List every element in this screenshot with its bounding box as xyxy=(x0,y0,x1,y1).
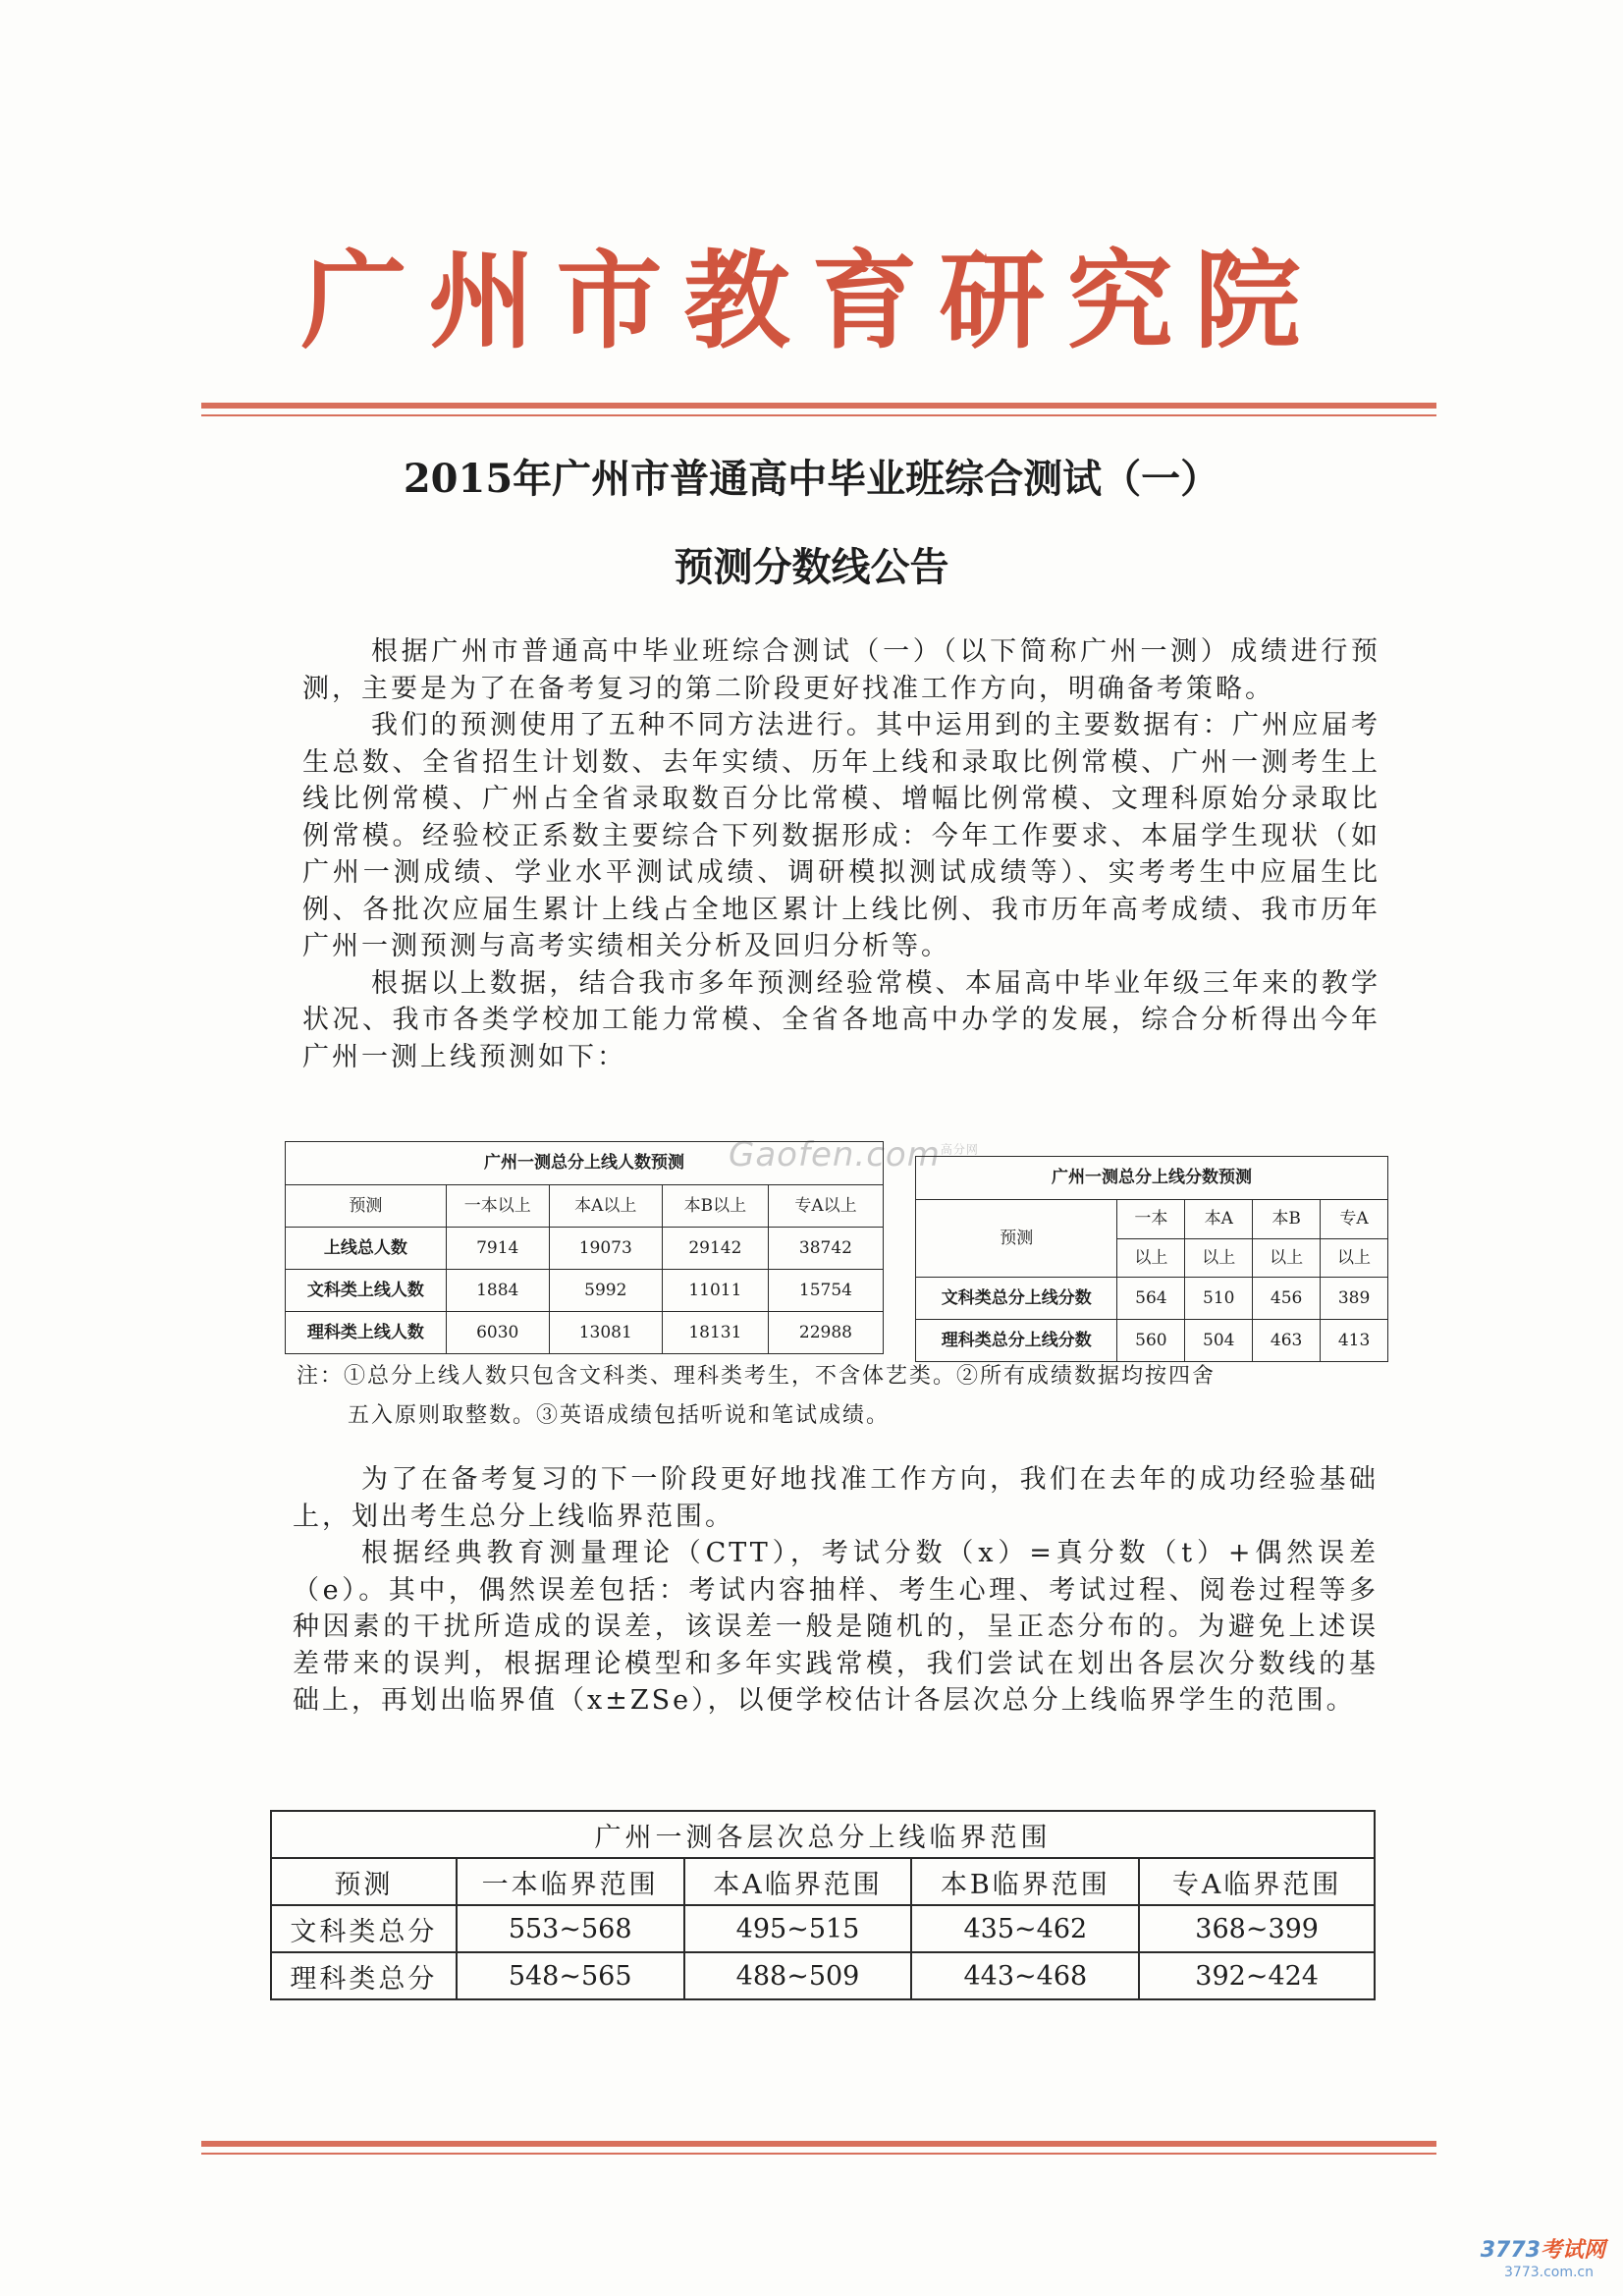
row-label: 文科类上线人数 xyxy=(286,1270,447,1312)
table-note xyxy=(297,1357,1396,1436)
table-row xyxy=(286,1228,884,1270)
data-cell: 6030 xyxy=(446,1312,549,1354)
table-caption: 广州一测总分上线人数预测 xyxy=(286,1142,884,1185)
letterhead-rule-top xyxy=(201,403,1436,409)
data-cell: 15754 xyxy=(768,1270,883,1312)
header-cell-line1: 本A xyxy=(1185,1199,1253,1238)
data-cell: 7914 xyxy=(446,1228,549,1270)
header-cell: 预测 xyxy=(271,1858,457,1905)
header-cell-line1: 本B xyxy=(1253,1199,1321,1238)
letterhead-rule-bottom xyxy=(201,414,1436,416)
header-cell: 本A以上 xyxy=(549,1185,662,1228)
row-label: 理科类总分 xyxy=(271,1952,457,1999)
table-people-forecast xyxy=(285,1141,884,1354)
data-cell: 488~509 xyxy=(684,1952,912,1999)
paragraph-ctt-theory: 根据经典教育测量理论（CTT），考试分数（x）=真分数（t）+偶然误差（e）。其中，偶然误差包括：考试内容抽样、考生心理、考试过程、阅卷过程等多种因素的干扰所造成的误差，该误差一般是随机的，呈正态分布的。为避免上述误差带来的误判，根据理论模型和多年实践常模，我们尝试在划出各层次分数线的基础上，再划出临界值（x±ZSe），以便学校估计各层次总分上线临界学生的范围。 xyxy=(293,1538,1379,1716)
table-row xyxy=(286,1312,884,1354)
header-cell: 专A以上 xyxy=(768,1185,883,1228)
watermark-sup: 高分网 xyxy=(940,1142,979,1157)
data-cell: 548~565 xyxy=(457,1952,684,1999)
table-row xyxy=(271,1905,1375,1952)
site-logo-name: 考试网 xyxy=(1540,2238,1605,2263)
data-cell: 389 xyxy=(1321,1278,1388,1320)
data-cell: 463 xyxy=(1253,1320,1321,1362)
data-cell: 456 xyxy=(1253,1278,1321,1320)
header-cell-line1: 一本 xyxy=(1117,1199,1185,1238)
paragraph-methods: 我们的预测使用了五种不同方法进行。其中运用到的主要数据有：广州应届考生总数、全省招生计划数、去年实绩、历年上线和录取比例常模、广州一测考生上线比例常模、广州占全省录取数百分比常模、增幅比例常模、文理科原始分录取比例常模。经验校正系数主要综合下列数据形成：今年工作要求、本届学生现状（如广州一测成绩、学业水平测试成绩、调研模拟测试成绩等）、实考考生中应届生比例、各批次应届生累计上线占全地区累计上线比例、我市历年高考成绩、我市历年广州一测预测与高考实绩相关分析及回归分析等。 xyxy=(302,710,1380,961)
row-label: 文科类总分上线分数 xyxy=(916,1278,1117,1320)
footer-rule-top xyxy=(201,2141,1436,2147)
header-cell: 本B以上 xyxy=(662,1185,768,1228)
data-cell: 564 xyxy=(1117,1278,1185,1320)
data-cell: 13081 xyxy=(549,1312,662,1354)
paragraph-purpose: 根据广州市普通高中毕业班综合测试（一）（以下简称广州一测）成绩进行预测，主要是为了在备考复习的第二阶段更好找准工作方向，明确备考策略。 xyxy=(302,636,1380,704)
header-cell-line2: 以上 xyxy=(1185,1238,1253,1278)
intro-section xyxy=(302,633,1380,1075)
header-cell-line2: 以上 xyxy=(1253,1238,1321,1278)
data-cell: 29142 xyxy=(662,1228,768,1270)
footer-rule-bottom xyxy=(201,2153,1436,2155)
document-subtitle: 预测分数线公告 xyxy=(674,544,949,590)
table-row xyxy=(916,1278,1388,1320)
table-caption: 广州一测各层次总分上线临界范围 xyxy=(271,1811,1375,1858)
data-cell: 495~515 xyxy=(684,1905,912,1952)
site-logo-number: 3773 xyxy=(1480,2238,1541,2263)
data-cell: 5992 xyxy=(549,1270,662,1312)
paragraph-range-intro: 为了在备考复习的下一阶段更好地找准工作方向，我们在去年的成功经验基础上，划出考生总分上线临界范围。 xyxy=(293,1464,1379,1532)
data-cell: 19073 xyxy=(549,1228,662,1270)
table-score-forecast xyxy=(915,1156,1388,1362)
header-cell: 本B临界范围 xyxy=(911,1858,1139,1905)
data-cell: 443~468 xyxy=(911,1952,1139,1999)
table-row xyxy=(271,1952,1375,1999)
table-caption: 广州一测总分上线分数预测 xyxy=(916,1157,1388,1200)
site-url: 3773.com.cn xyxy=(1504,2265,1594,2280)
data-cell: 435~462 xyxy=(911,1905,1139,1952)
data-cell: 504 xyxy=(1185,1320,1253,1362)
row-label: 理科类总分上线分数 xyxy=(916,1320,1117,1362)
data-cell: 392~424 xyxy=(1139,1952,1375,1999)
header-cell: 专A临界范围 xyxy=(1139,1858,1375,1905)
row-label: 理科类上线人数 xyxy=(286,1312,447,1354)
table-critical-range xyxy=(270,1810,1376,2000)
row-label: 文科类总分 xyxy=(271,1905,457,1952)
header-cell: 一本临界范围 xyxy=(457,1858,684,1905)
note-line-2: 五入原则取整数。③英语成绩包括听说和笔试成绩。 xyxy=(348,1403,891,1428)
header-cell: 本A临界范围 xyxy=(684,1858,912,1905)
table-row xyxy=(916,1320,1388,1362)
data-cell: 22988 xyxy=(768,1312,883,1354)
header-cell-line1: 专A xyxy=(1321,1199,1388,1238)
watermark-text: Gaofen.com xyxy=(729,1135,941,1175)
note-line-1: 注：①总分上线人数只包含文科类、理科类考生，不含体艺类。②所有成绩数据均按四舍 xyxy=(297,1364,1217,1389)
data-cell: 560 xyxy=(1117,1320,1185,1362)
header-cell-line2: 以上 xyxy=(1117,1238,1185,1278)
data-cell: 1884 xyxy=(446,1270,549,1312)
data-cell: 18131 xyxy=(662,1312,768,1354)
site-logo xyxy=(1481,2239,1605,2263)
data-cell: 553~568 xyxy=(457,1905,684,1952)
organization-title: 广州市教育研究院 xyxy=(300,241,1323,363)
header-cell-line2: 以上 xyxy=(1321,1238,1388,1278)
range-section xyxy=(293,1461,1379,1720)
header-cell: 一本以上 xyxy=(446,1185,549,1228)
row-label: 上线总人数 xyxy=(286,1228,447,1270)
data-cell: 413 xyxy=(1321,1320,1388,1362)
header-cell: 预测 xyxy=(286,1185,447,1228)
header-cell: 预测 xyxy=(916,1199,1117,1277)
document-title: 2015年广州市普通高中毕业班综合测试（一） xyxy=(403,456,1220,502)
data-cell: 11011 xyxy=(662,1270,768,1312)
paragraph-conclusion: 根据以上数据，结合我市多年预测经验常模、本届高中毕业年级三年来的教学状况、我市各类学校加工能力常模、全省各地高中办学的发展，综合分析得出今年广州一测上线预测如下： xyxy=(302,967,1380,1072)
table-row xyxy=(286,1270,884,1312)
data-cell: 510 xyxy=(1185,1278,1253,1320)
data-cell: 368~399 xyxy=(1139,1905,1375,1952)
data-cell: 38742 xyxy=(768,1228,883,1270)
